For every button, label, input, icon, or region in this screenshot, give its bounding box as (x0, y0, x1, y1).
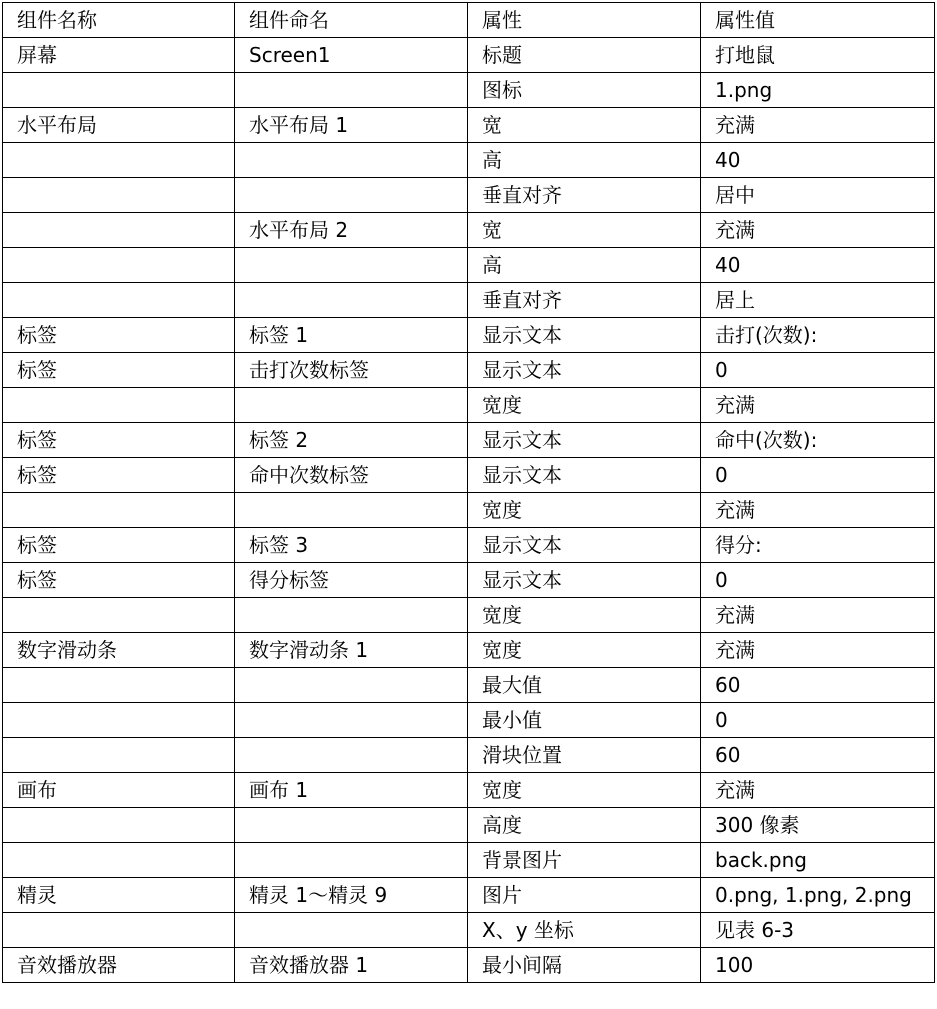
cell-property: 背景图片 (468, 843, 701, 878)
cell-component-name: 标签 (3, 353, 235, 388)
cell-component-id: 音效播放器 1 (235, 948, 468, 983)
cell-property-value: 0.png, 1.png, 2.png (701, 878, 935, 913)
cell-component-name (3, 843, 235, 878)
cell-property: 滑块位置 (468, 738, 701, 773)
cell-property-value: 40 (701, 248, 935, 283)
cell-component-id: 得分标签 (235, 563, 468, 598)
cell-property-value: 充满 (701, 388, 935, 423)
table-row (3, 493, 935, 528)
cell-property-value: 充满 (701, 773, 935, 808)
table-header (3, 3, 935, 38)
cell-property-value: 1.png (701, 73, 935, 108)
cell-property: 最大值 (468, 668, 701, 703)
cell-component-id (235, 913, 468, 948)
cell-component-id: 命中次数标签 (235, 458, 468, 493)
cell-component-id: 标签 3 (235, 528, 468, 563)
table-row (3, 948, 935, 983)
table-row (3, 598, 935, 633)
cell-component-id: Screen1 (235, 38, 468, 73)
cell-property-value: 充满 (701, 108, 935, 143)
cell-component-name (3, 668, 235, 703)
cell-component-name (3, 143, 235, 178)
cell-property: 显示文本 (468, 318, 701, 353)
cell-component-id (235, 73, 468, 108)
cell-component-id: 精灵 1～精灵 9 (235, 878, 468, 913)
table-row (3, 633, 935, 668)
cell-property-value: 见表 6-3 (701, 913, 935, 948)
cell-component-name: 标签 (3, 423, 235, 458)
cell-component-id: 击打次数标签 (235, 353, 468, 388)
cell-property-value: 充满 (701, 633, 935, 668)
cell-component-name: 数字滑动条 (3, 633, 235, 668)
cell-component-name: 音效播放器 (3, 948, 235, 983)
table-row (3, 318, 935, 353)
cell-component-id: 画布 1 (235, 773, 468, 808)
cell-component-id: 数字滑动条 1 (235, 633, 468, 668)
cell-component-name (3, 73, 235, 108)
table-row (3, 108, 935, 143)
cell-property: 宽 (468, 213, 701, 248)
table-row (3, 878, 935, 913)
cell-property: 标题 (468, 38, 701, 73)
header-property-value: 属性值 (701, 3, 935, 38)
cell-property-value: 充满 (701, 213, 935, 248)
cell-property: 显示文本 (468, 528, 701, 563)
table-body (3, 38, 935, 983)
table-row (3, 528, 935, 563)
header-component-name: 组件名称 (3, 3, 235, 38)
header-row (3, 3, 935, 38)
cell-component-id (235, 143, 468, 178)
cell-component-name: 标签 (3, 528, 235, 563)
cell-property: 宽度 (468, 598, 701, 633)
cell-property: 图标 (468, 73, 701, 108)
cell-property-value: 居上 (701, 283, 935, 318)
table-row (3, 843, 935, 878)
cell-property-value: 60 (701, 668, 935, 703)
cell-property: 垂直对齐 (468, 283, 701, 318)
cell-component-id (235, 668, 468, 703)
cell-component-name (3, 808, 235, 843)
table-row (3, 38, 935, 73)
component-properties-table (2, 2, 935, 983)
cell-property-value: 0 (701, 563, 935, 598)
cell-component-name (3, 388, 235, 423)
cell-component-id (235, 808, 468, 843)
table-row (3, 773, 935, 808)
cell-component-name (3, 178, 235, 213)
cell-component-id: 水平布局 2 (235, 213, 468, 248)
table-row (3, 563, 935, 598)
cell-component-id (235, 248, 468, 283)
cell-property: 宽度 (468, 388, 701, 423)
cell-component-name: 水平布局 (3, 108, 235, 143)
cell-property: 高 (468, 143, 701, 178)
cell-component-name: 画布 (3, 773, 235, 808)
cell-property-value: 打地鼠 (701, 38, 935, 73)
cell-property-value: 40 (701, 143, 935, 178)
cell-component-name (3, 913, 235, 948)
cell-component-id (235, 598, 468, 633)
cell-component-name: 屏幕 (3, 38, 235, 73)
cell-property: 高 (468, 248, 701, 283)
cell-component-id (235, 493, 468, 528)
table-row (3, 703, 935, 738)
table-row (3, 178, 935, 213)
cell-component-name (3, 213, 235, 248)
cell-property-value: 充满 (701, 493, 935, 528)
cell-component-name: 精灵 (3, 878, 235, 913)
cell-property: X、y 坐标 (468, 913, 701, 948)
cell-component-id (235, 178, 468, 213)
table-row (3, 913, 935, 948)
table-row (3, 73, 935, 108)
cell-property: 显示文本 (468, 353, 701, 388)
cell-component-name (3, 283, 235, 318)
cell-component-id: 水平布局 1 (235, 108, 468, 143)
cell-property-value: 充满 (701, 598, 935, 633)
table-row (3, 423, 935, 458)
table-row (3, 248, 935, 283)
cell-component-name: 标签 (3, 563, 235, 598)
cell-property: 显示文本 (468, 423, 701, 458)
cell-property: 宽 (468, 108, 701, 143)
cell-component-id: 标签 1 (235, 318, 468, 353)
cell-property-value: 命中(次数): (701, 423, 935, 458)
table-row (3, 458, 935, 493)
cell-component-id: 标签 2 (235, 423, 468, 458)
cell-component-name (3, 248, 235, 283)
cell-property-value: back.png (701, 843, 935, 878)
cell-component-name: 标签 (3, 458, 235, 493)
cell-property-value: 0 (701, 353, 935, 388)
header-property: 属性 (468, 3, 701, 38)
cell-property: 宽度 (468, 493, 701, 528)
cell-property-value: 0 (701, 703, 935, 738)
cell-property: 宽度 (468, 633, 701, 668)
table-row (3, 143, 935, 178)
cell-component-name: 标签 (3, 318, 235, 353)
cell-property-value: 0 (701, 458, 935, 493)
cell-component-id (235, 388, 468, 423)
table-row (3, 738, 935, 773)
cell-property: 最小间隔 (468, 948, 701, 983)
table-row (3, 808, 935, 843)
cell-property: 图片 (468, 878, 701, 913)
cell-component-id (235, 738, 468, 773)
cell-component-name (3, 493, 235, 528)
cell-component-id (235, 843, 468, 878)
cell-property-value: 300 像素 (701, 808, 935, 843)
cell-property: 高度 (468, 808, 701, 843)
cell-property-value: 100 (701, 948, 935, 983)
cell-property: 最小值 (468, 703, 701, 738)
cell-property-value: 60 (701, 738, 935, 773)
cell-property-value: 得分: (701, 528, 935, 563)
cell-property-value: 居中 (701, 178, 935, 213)
table-row (3, 213, 935, 248)
table-row (3, 283, 935, 318)
cell-property: 宽度 (468, 773, 701, 808)
table-row (3, 668, 935, 703)
cell-component-id (235, 283, 468, 318)
cell-property-value: 击打(次数): (701, 318, 935, 353)
cell-component-name (3, 738, 235, 773)
cell-component-name (3, 703, 235, 738)
table-row (3, 353, 935, 388)
cell-component-id (235, 703, 468, 738)
cell-property: 垂直对齐 (468, 178, 701, 213)
table-row (3, 388, 935, 423)
cell-property: 显示文本 (468, 563, 701, 598)
cell-component-name (3, 598, 235, 633)
cell-property: 显示文本 (468, 458, 701, 493)
header-component-id: 组件命名 (235, 3, 468, 38)
